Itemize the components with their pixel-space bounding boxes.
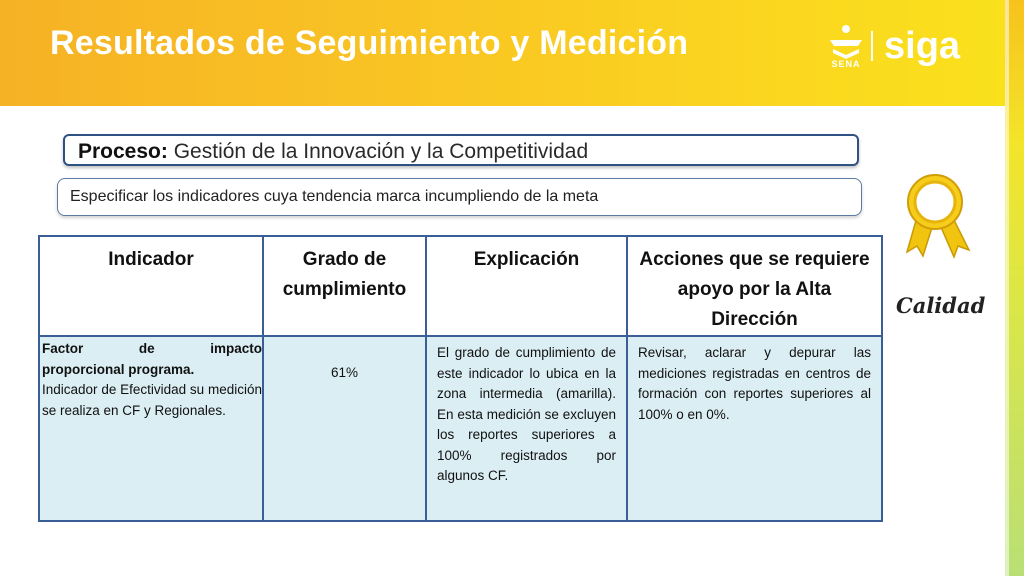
header-indicador: Indicador xyxy=(39,236,263,336)
cell-acciones: Revisar, aclarar y depurar las mediciones registradas en centros de formación con reportes superiores al 100% o en 0%. xyxy=(627,336,882,521)
siga-logo-text: siga xyxy=(884,25,961,67)
especificar-box xyxy=(57,178,862,216)
indicador-bold-line-1: Factor de impacto xyxy=(42,341,262,356)
medal-icon xyxy=(897,172,979,262)
header-acciones: Acciones que se requiere apoyo por la Alta Dirección xyxy=(627,236,882,336)
header-grado: Grado de cumplimiento xyxy=(263,236,426,336)
proceso-box xyxy=(63,134,859,166)
proceso-value: Gestión de la Innovación y la Competitividad xyxy=(173,140,589,163)
calidad-label: Calidad xyxy=(896,293,986,318)
header-explicacion: Explicación xyxy=(426,236,627,336)
page-title: Resultados de Seguimiento y Medición xyxy=(50,24,689,62)
indicador-bold-line-2: proporcional programa. xyxy=(42,361,195,377)
proceso-label: Proceso: xyxy=(78,140,168,163)
sena-logo-text: SENA xyxy=(831,59,861,69)
table-row xyxy=(39,336,882,521)
cell-grado: 61% xyxy=(263,336,426,521)
cell-indicador xyxy=(39,336,263,521)
especificar-text: Especificar los indicadores cuya tendencia marca incumpliendo de la meta xyxy=(70,188,599,205)
indicators-table xyxy=(38,235,883,522)
right-decorative-strip xyxy=(1005,0,1024,576)
sena-siga-logo xyxy=(820,20,980,76)
indicador-text: Indicador de Efectividad su medición se realiza en CF y Regionales. xyxy=(42,382,262,418)
table-header-row xyxy=(39,236,882,336)
sena-logo-icon xyxy=(830,25,862,59)
cell-explicacion: El grado de cumplimiento de este indicador lo ubica en la zona intermedia (amarilla). En esta medición se excluyen los reportes superiores a 100% registrados por algunos CF. xyxy=(426,336,627,521)
header-banner xyxy=(0,0,1005,106)
